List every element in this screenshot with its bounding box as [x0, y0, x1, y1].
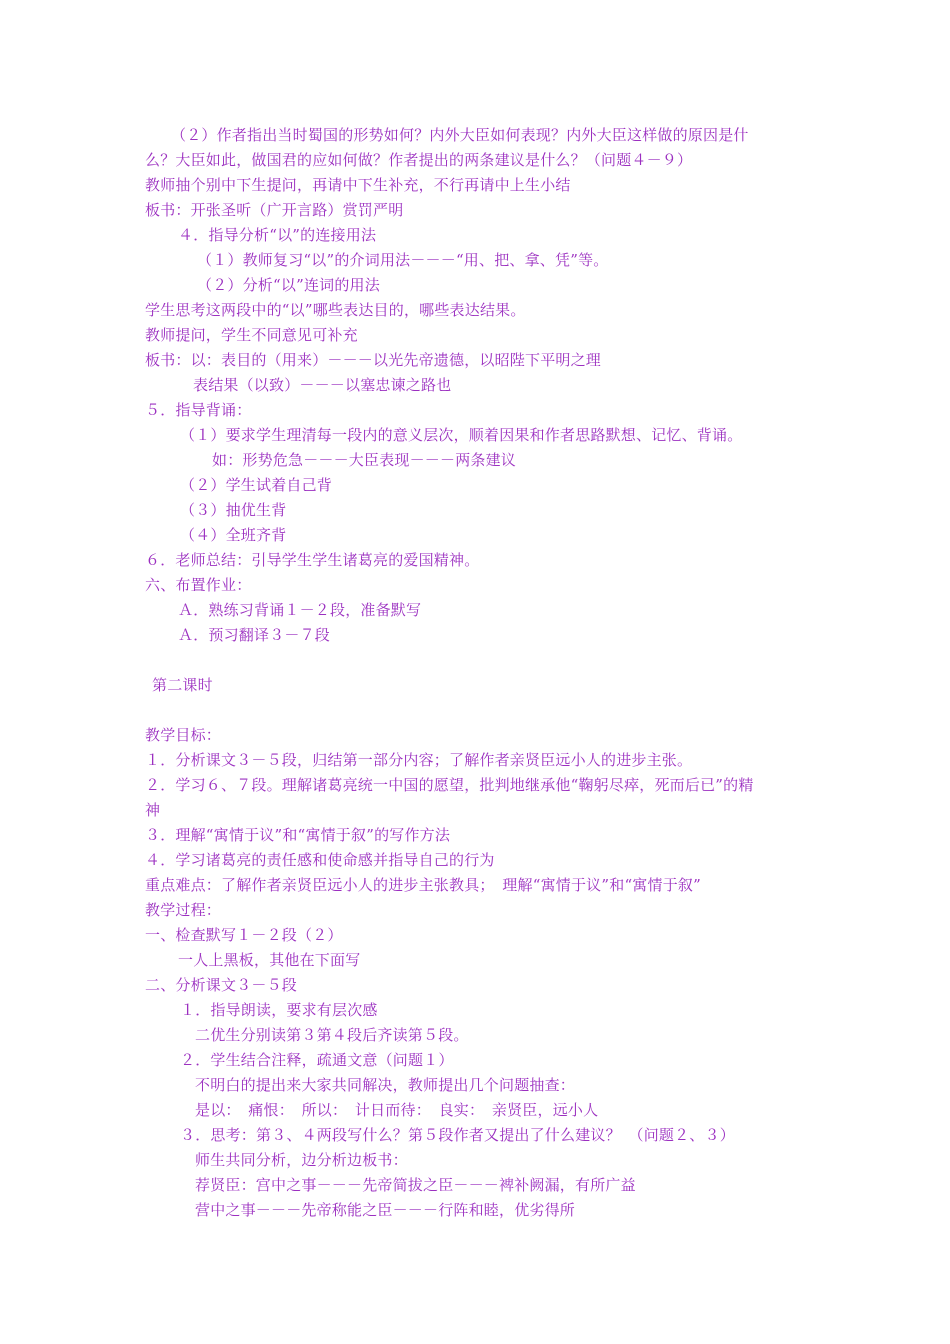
text-line: 不明白的提出来大家共同解决，教师提出几个问题抽查： [195, 1076, 576, 1094]
text-line: ５．指导背诵： [145, 401, 252, 419]
text-line: 二优生分别读第３第４段后齐读第５段。 [195, 1026, 469, 1044]
text-line: 教师提问，学生不同意见可补充 [145, 326, 358, 344]
text-line: ２．学习６、７段。理解诸葛亮统一中国的愿望，批判地继承他“鞠躬尽瘁，死而后已”的精 [145, 776, 754, 794]
text-line: （４）全班齐背 [180, 526, 287, 544]
text-line: 神 [145, 801, 161, 819]
text-line: ４．学习诸葛亮的责任感和使命感并指导自己的行为 [145, 851, 495, 869]
text-line: Ａ．熟练习背诵１－２段，准备默写 [178, 601, 422, 619]
text-line: （２）学生试着自己背 [180, 476, 333, 494]
text-line: 教学目标： [145, 726, 222, 744]
text-line: 荐贤臣：宫中之事－－－先帝简拔之臣－－－裨补阙漏，有所广益 [195, 1176, 636, 1194]
text-line: 师生共同分析，边分析边板书： [195, 1151, 408, 1169]
text-line: ４．指导分析“以”的连接用法 [178, 226, 377, 244]
text-line: 营中之事－－－先帝称能之臣－－－行阵和睦，优劣得所 [195, 1201, 576, 1219]
text-line: （２）作者指出当时蜀国的形势如何？内外大臣如何表现？内外大臣这样做的原因是什 [171, 126, 749, 144]
text-line: 六、布置作业： [145, 576, 252, 594]
text-line: 教师抽个别中下生提问，再请中下生补充，不行再请中上生小结 [145, 176, 571, 194]
text-line: 如：形势危急－－－大臣表现－－－两条建议 [212, 451, 517, 469]
text-line: ３．理解“寓情于议”和“寓情于叙”的写作方法 [145, 826, 451, 844]
section-title: 第二课时 [152, 676, 213, 694]
text-line: 表结果（以致）－－－以塞忠谏之路也 [193, 376, 452, 394]
text-line: 二、分析课文３－５段 [145, 976, 298, 994]
text-line: １．指导朗读，要求有层次感 [180, 1001, 378, 1019]
text-line: （３）抽优生背 [180, 501, 287, 519]
text-line: ６．老师总结：引导学生学生诸葛亮的爱国精神。 [145, 551, 480, 569]
text-line: 教学过程： [145, 901, 222, 919]
text-line: 板书：以：表目的（用来）－－－以光先帝遗德，以昭陛下平明之理 [145, 351, 602, 369]
text-line: 学生思考这两段中的“以”哪些表达目的，哪些表达结果。 [145, 301, 526, 319]
text-line: ３．思考：第３、４两段写什么？第５段作者又提出了什么建议？ （问题２、３） [180, 1126, 735, 1144]
text-line: 板书：开张圣听（广开言路）赏罚严明 [145, 201, 404, 219]
text-line: （２）分析“以”连词的用法 [197, 276, 380, 294]
text-line: （１）要求学生理清每一段内的意义层次，顺着因果和作者思路默想、记忆、背诵。 [180, 426, 743, 444]
text-line: 重点难点：了解作者亲贤臣远小人的进步主张教具； 理解“寓情于议”和“寓情于叙” [145, 876, 701, 894]
text-line: 么？大臣如此，做国君的应如何做？作者提出的两条建议是什么？（问题４－９） [145, 151, 693, 169]
text-line: 一人上黑板，其他在下面写 [178, 951, 361, 969]
text-line: ２．学生结合注释，疏通文意（问题１） [180, 1051, 454, 1069]
text-line: （１）教师复习“以”的介词用法－－－“用、把、拿、凭”等。 [197, 251, 609, 269]
text-line: 是以： 痛恨： 所以： 计日而待： 良实： 亲贤臣，远小人 [195, 1101, 599, 1119]
text-line: 一、检查默写１－２段（２） [145, 926, 343, 944]
text-line: １．分析课文３－５段，归结第一部分内容；了解作者亲贤臣远小人的进步主张。 [145, 751, 693, 769]
text-line: Ａ．预习翻译３－７段 [178, 626, 331, 644]
